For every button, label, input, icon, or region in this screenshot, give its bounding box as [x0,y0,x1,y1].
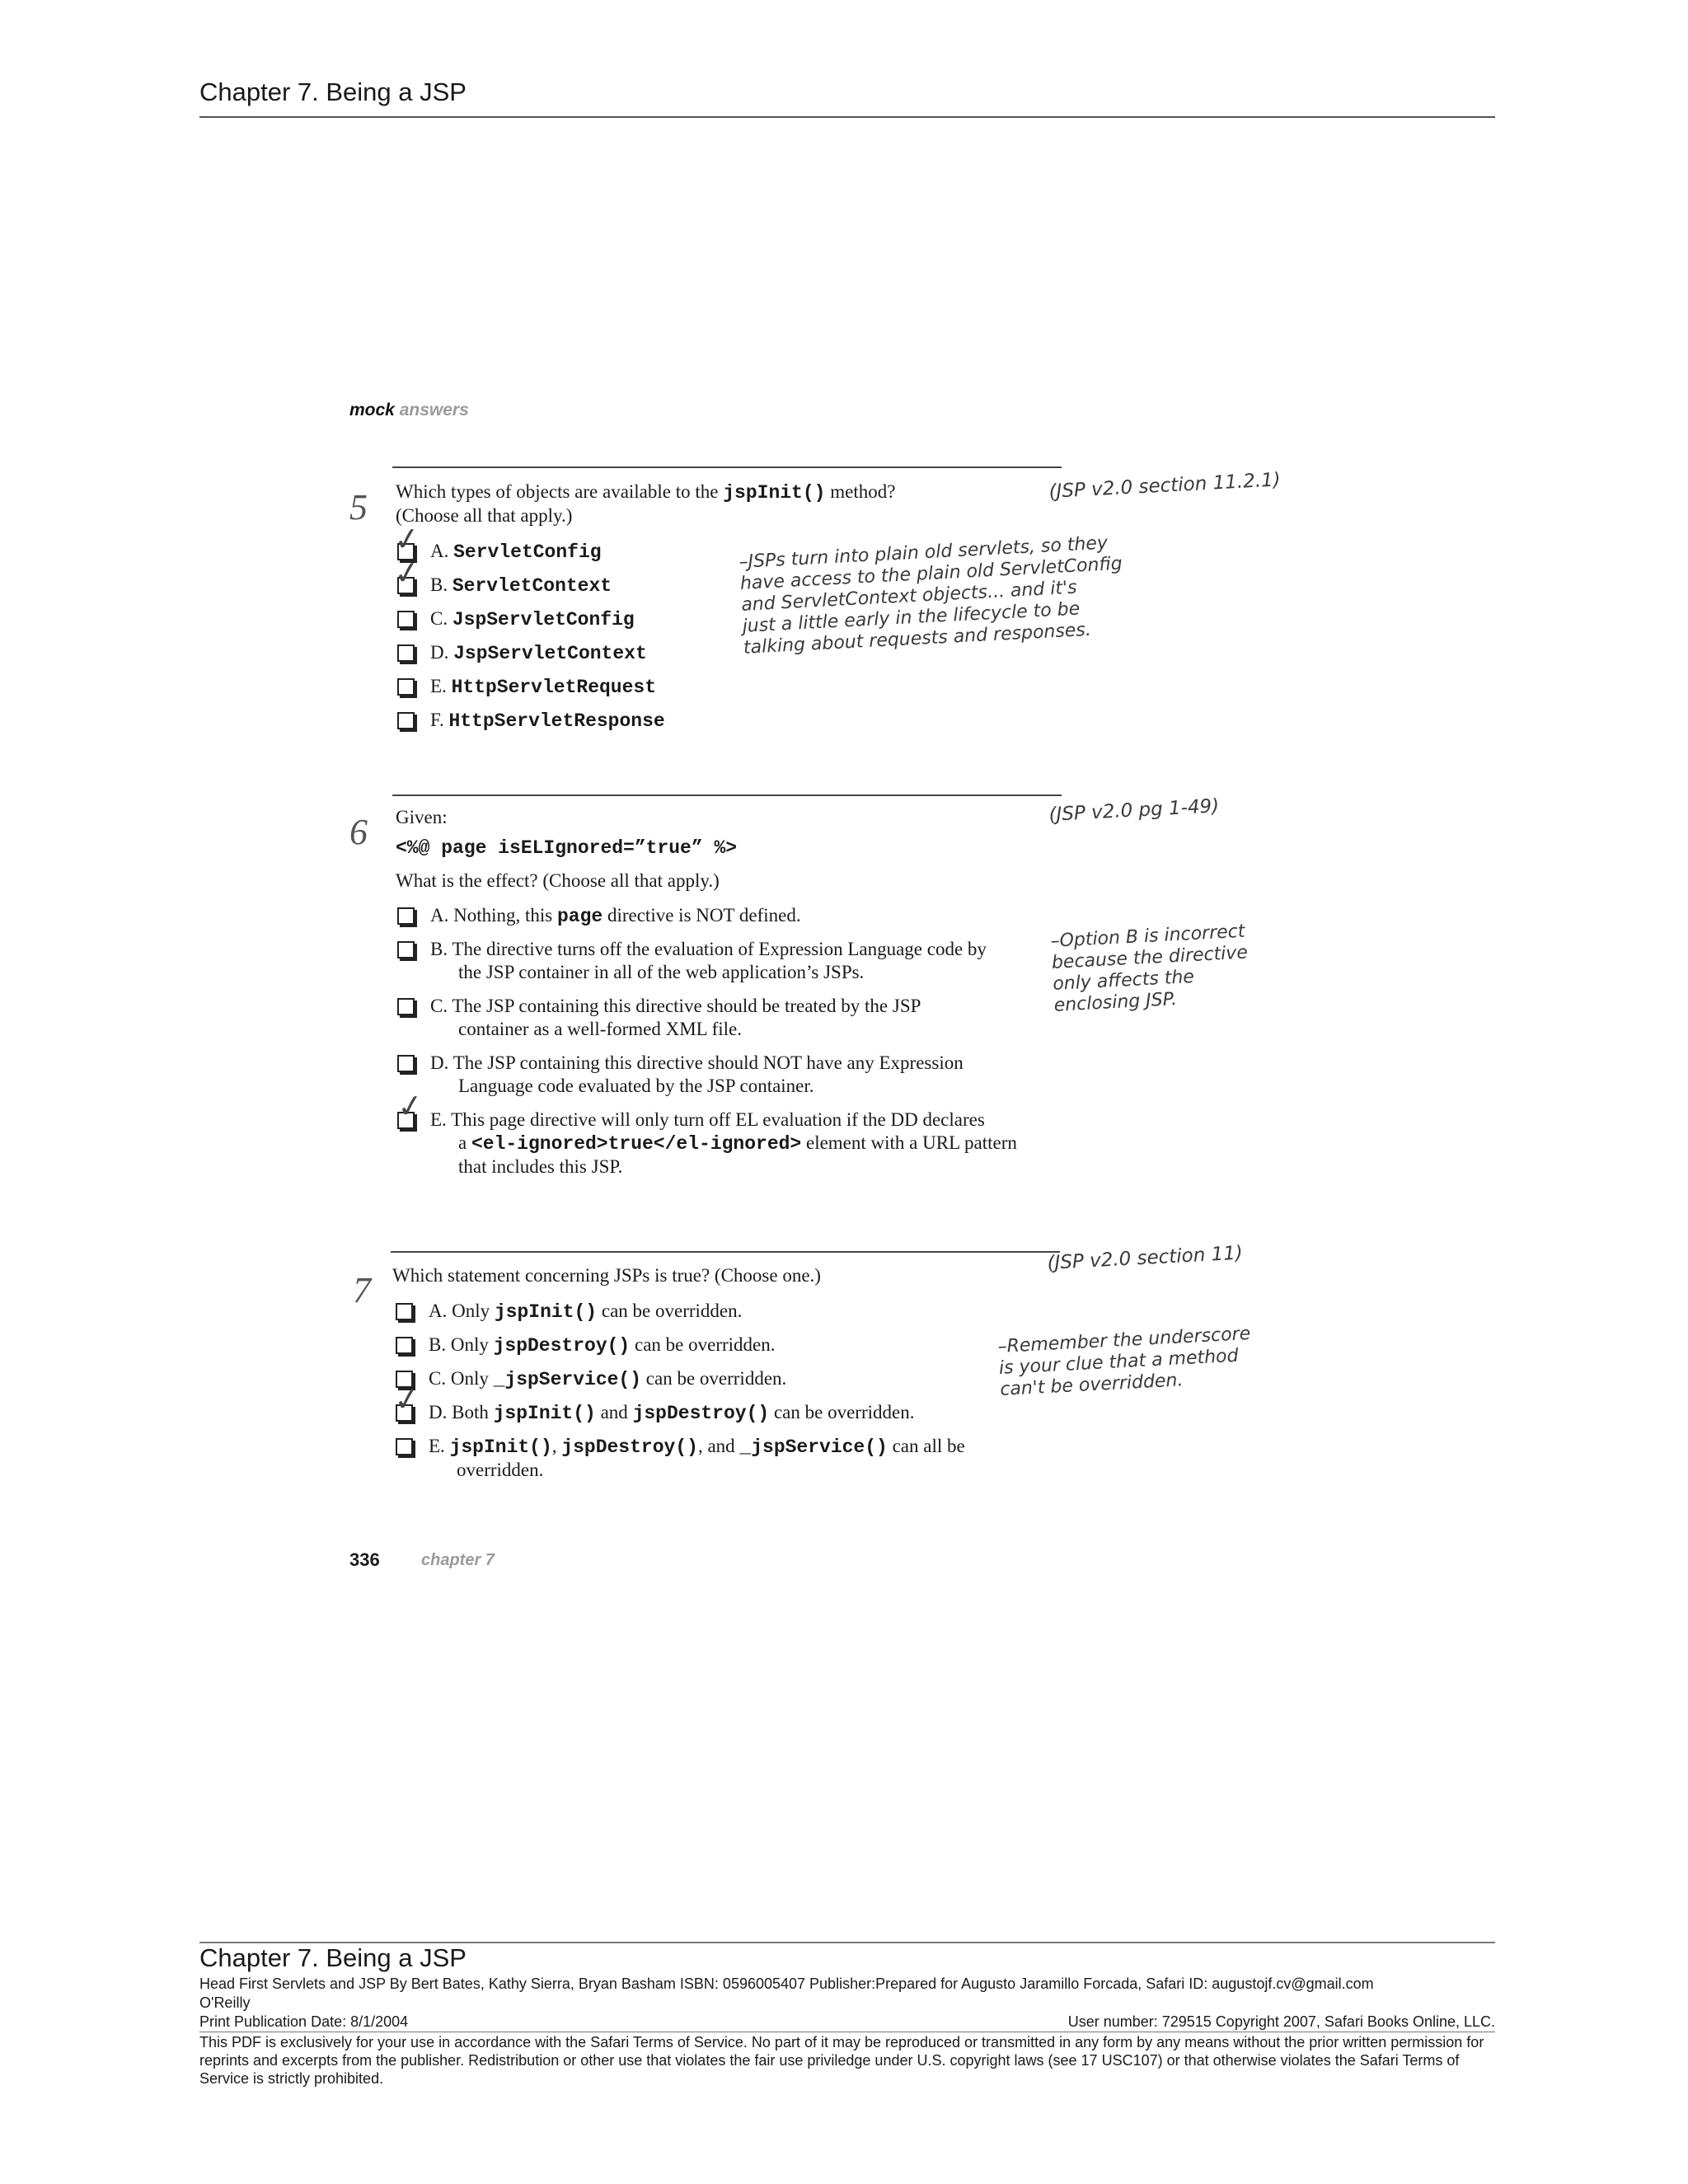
question-number: 7 [353,1270,371,1310]
option-letter: A. [429,1301,448,1321]
option-text: Only [450,1334,494,1355]
checkmark-icon: ✓ [392,520,423,560]
checkbox-icon[interactable] [396,1438,413,1455]
checkbox-icon[interactable] [397,941,415,958]
option-code: ServletConfig [453,541,602,563]
question-number: 6 [349,812,368,852]
option-code: HttpServletRequest [451,677,657,698]
option-code: HttpServletResponse [448,710,665,732]
option-letter: D. [430,1052,449,1073]
option-text-line2: the JSP container in all of the web application’s JSPs. [458,962,865,982]
option-d [430,641,647,665]
checkbox-icon[interactable] [397,678,415,696]
page-header-title: Chapter 7. Being a JSP [199,77,467,106]
option-text: , and [697,1436,740,1456]
question-text-line2: (Choose all that apply.) [396,505,573,526]
footer-license: This PDF is exclusively for your use in accordance with the Safari Terms of Service. No part of it may be reproduced or transmitted in any form by any means without the prior written permission for reprints and excerpts from the publisher. Redistribution or other use that violates the fair use priviledge under U.S. copyright laws (see 17 USC107) or that otherwise violates the Safari Terms of Service is strictly prohibited. [199,2034,1484,2087]
option-code: jspDestroy() [493,1335,631,1357]
option-b [429,1333,776,1357]
option-letter: E. [430,1109,447,1130]
option-text: Only [452,1301,495,1321]
option-letter: E. [430,676,447,696]
checkbox-icon[interactable] [397,611,415,628]
option-text: can be overridden. [769,1402,915,1422]
option-text: Nothing, this [453,905,557,926]
footer-print-date: Print Publication Date: 8/1/2004 [199,2013,409,2030]
option-letter: A. [430,905,449,926]
option-text-line2: overridden. [457,1460,544,1480]
option-code: jspDestroy() [632,1403,770,1424]
question-divider [391,1251,1060,1253]
option-text: Both [452,1402,494,1422]
footer-publisher: O'Reilly [199,1994,251,2011]
question-given: Given: [396,807,448,827]
question-text-part: method? [825,481,896,502]
question-divider [392,466,1062,468]
checkbox-icon[interactable] [396,1337,413,1354]
question-text-part: Which types of objects are available to the [396,481,724,502]
reference-note: (JSP v2.0 pg 1-49) [1048,795,1220,826]
checkmark-icon: ✓ [392,1380,423,1420]
footer-title: Chapter 7. Being a JSP [199,1943,467,1972]
option-text: directive is NOT defined. [603,905,801,926]
option-letter: C. [430,996,448,1016]
option-c [429,1367,786,1391]
option-b [430,574,612,598]
option-code: jspInit() [494,1301,598,1323]
page-number: 336 [349,1549,380,1570]
checkmark-icon: ✓ [395,1087,426,1127]
option-b [430,938,987,984]
option-a [430,904,801,928]
option-code: <el-ignored>true</el-ignored> [471,1133,802,1155]
option-text: The directive turns off the evaluation of Expression Language code by [452,939,987,959]
option-letter: A. [430,541,449,561]
question-divider [392,794,1062,796]
header-divider [199,116,1495,118]
option-letter: C. [430,608,448,629]
option-e [430,675,656,699]
handwritten-note: –JSPs turn into plain old servlets, so they have access to the plain old ServletConfig and ServletContext objects... and it's just a little early in the lifecycle to be talking about requests and responses. [738,532,1123,658]
option-letter: F. [430,710,444,730]
checkbox-icon[interactable] [397,1055,415,1072]
option-text-line2: container as a well-formed XML file. [458,1019,743,1039]
question-text: Which statement concerning JSPs is true? (Choose one.) [392,1265,821,1286]
handwritten-note: –Remember the underscore is your clue that a method can't be overridden. [997,1323,1251,1400]
option-letter: B. [429,1334,447,1355]
checkbox-icon[interactable] [396,1303,413,1320]
option-e [429,1435,965,1482]
option-text-line2: Language code evaluated by the JSP container. [458,1076,814,1096]
page-chapter-label: chapter 7 [421,1551,495,1569]
option-text-line3: that includes this JSP. [458,1156,623,1177]
option-a [430,540,602,564]
checkbox-icon[interactable] [397,712,415,729]
footer-user-info: User number: 729515 Copyright 2007, Safari Books Online, LLC. [1067,2013,1495,2030]
option-letter: D. [430,642,449,663]
handwritten-note: –Option B is incorrect because the directive only affects the enclosing JSP. [1050,921,1249,1016]
section-label-grey: answers [399,401,469,419]
option-c [430,995,921,1041]
option-text: The JSP containing this directive should be treated by the JSP [452,996,921,1016]
reference-note: (JSP v2.0 section 11) [1047,1242,1244,1274]
option-letter: B. [430,939,448,959]
option-code: jspInit() [449,1436,552,1458]
option-text: The JSP containing this directive should NOT have any Expression [452,1052,964,1073]
option-text: can all be [887,1436,965,1456]
option-code: page [557,906,603,927]
option-d [430,1052,964,1098]
question-text [396,480,895,527]
option-code: _jspService() [739,1436,888,1458]
checkmark-icon: ✓ [392,554,423,593]
checkbox-icon[interactable] [397,644,415,662]
option-text: Only [450,1368,494,1389]
option-letter: C. [429,1368,447,1389]
option-letter: D. [429,1402,448,1422]
footer-book-info: Head First Servlets and JSP By Bert Bates, Kathy Sierra, Bryan Basham ISBN: 0596005407 Publisher:Prepared for Augusto Jaramillo Forcada, Safari ID: augustojf.cv@gmail.com [199,1975,1374,1992]
question-code: <%@ page isELIgnored=”true” %> [396,837,738,859]
option-code: jspDestroy() [561,1436,698,1458]
question-code: jspInit() [723,482,826,504]
option-c [430,607,635,631]
option-code: jspInit() [493,1403,596,1424]
option-text: , [551,1436,562,1456]
option-a [429,1300,742,1324]
option-code: ServletContext [452,575,612,597]
option-text: can be overridden. [597,1301,743,1321]
reference-note: (JSP v2.0 section 11.2.1) [1048,469,1282,503]
option-code: JspServletContext [453,643,647,664]
footer-date-row [199,2013,1495,2031]
option-text: and [595,1402,633,1422]
option-e [430,1108,1017,1179]
checkbox-icon[interactable] [397,998,415,1015]
option-letter: B. [430,574,448,595]
option-text: This page directive will only turn off EL evaluation if the DD declares [451,1109,985,1130]
question-number: 5 [349,487,368,527]
option-text: can be overridden. [630,1334,776,1355]
option-text-line2 [430,1132,1017,1155]
option-f [430,709,665,733]
section-label [349,401,469,420]
option-code: _jspService() [493,1369,642,1390]
option-d [429,1401,914,1425]
option-code: JspServletConfig [452,609,635,630]
option-text: can be overridden. [641,1368,787,1389]
section-label-bold: mock [349,401,395,419]
question-text: What is the effect? (Choose all that apply.) [396,870,720,891]
option-letter: E. [429,1436,445,1456]
option-text: element with a URL pattern [801,1132,1017,1153]
checkbox-icon[interactable] [397,907,415,925]
option-text: a [458,1132,471,1153]
